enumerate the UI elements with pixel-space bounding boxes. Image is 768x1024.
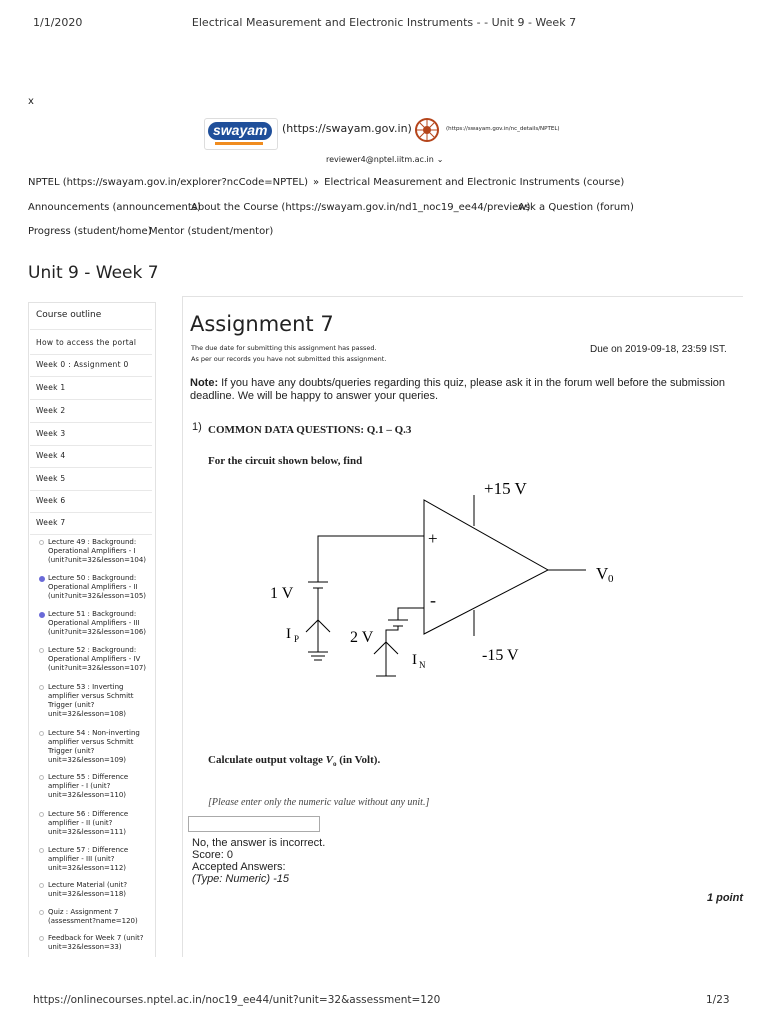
answer-instruction: [Please enter only the numeric value without any unit.] <box>208 797 430 808</box>
points-label: 1 point <box>706 892 743 904</box>
vout-label: V <box>596 564 609 583</box>
sidebar-lesson-link[interactable]: Lecture 54 : Non-inverting amplifier versus Schmitt Trigger (unit? unit=32&lesson=109) <box>48 729 140 764</box>
nav-about[interactable]: About the Course (https://swayam.gov.in/nd1_noc19_ee44/preview) <box>191 202 531 213</box>
sidebar-item-label: Week 3 <box>36 429 66 438</box>
close-icon[interactable]: x <box>28 96 34 107</box>
sidebar-item-label: Week 2 <box>36 406 66 415</box>
due-date: Due on 2019-09-18, 23:59 IST. <box>590 344 727 355</box>
answer-input[interactable] <box>188 816 320 832</box>
nav-mentor[interactable]: Mentor (student/mentor) <box>149 226 274 237</box>
swayam-logo-text: swayam <box>213 122 268 138</box>
sidebar-item[interactable] <box>30 474 152 491</box>
in-subscript: N <box>419 660 426 670</box>
sidebar-lesson-link[interactable]: Lecture 55 : Difference amplifier - I (unit? unit=32&lesson=110) <box>48 773 129 799</box>
minus-terminal: - <box>430 590 436 610</box>
plus-terminal: + <box>428 529 438 548</box>
accepted-label: Accepted Answers: <box>192 861 286 873</box>
sidebar-item[interactable] <box>30 360 152 377</box>
assignment-title: Assignment 7 <box>190 312 334 336</box>
vout-subscript: 0 <box>608 573 614 585</box>
score-text: Score: 0 <box>192 849 233 861</box>
nav-progress[interactable]: Progress (student/home) <box>28 226 152 237</box>
in-label: I <box>412 652 417 668</box>
ip-label: I <box>286 626 291 642</box>
lesson-status-icon <box>39 685 44 690</box>
lesson-status-icon <box>39 936 44 941</box>
lesson-status-icon <box>39 612 45 618</box>
print-footer-url: https://onlinecourses.nptel.ac.in/noc19_ee44/unit?unit=32&assessment=120 <box>33 994 441 1006</box>
sidebar-lesson-link[interactable]: Lecture Material (unit? unit=32&lesson=118) <box>48 881 128 898</box>
sidebar-heading: Course outline <box>36 310 102 320</box>
user-email: reviewer4@nptel.iitm.ac.in <box>326 155 434 164</box>
sidebar-item[interactable] <box>30 406 152 423</box>
lesson-status-icon <box>39 848 44 853</box>
sidebar-item-label: Week 5 <box>36 474 66 483</box>
sidebar-item[interactable] <box>30 383 152 400</box>
sidebar-item-label: Week 6 <box>36 496 66 505</box>
question-number: 1) <box>192 421 202 433</box>
swayam-link[interactable]: (https://swayam.gov.in) <box>282 122 412 135</box>
result-text: No, the answer is incorrect. <box>192 837 326 849</box>
sidebar-item-label: How to access the portal <box>36 338 137 347</box>
ip-subscript: P <box>294 634 300 644</box>
breadcrumb-course[interactable]: Electrical Measurement and Electronic Instruments (course) <box>324 177 625 188</box>
lesson-status-icon <box>39 648 44 653</box>
nptel-logo[interactable] <box>414 117 440 143</box>
sidebar-item[interactable] <box>30 338 152 355</box>
print-title: Electrical Measurement and Electronic Instruments - - Unit 9 - Week 7 <box>191 16 577 29</box>
note-label: Note: <box>190 377 219 389</box>
sidebar-lesson-link[interactable]: Quiz : Assignment 7 (assessment?name=120) <box>48 908 138 925</box>
print-footer-page: 1/23 <box>706 994 730 1006</box>
lesson-status-icon <box>39 883 44 888</box>
vminus-label: -15 V <box>482 647 519 664</box>
nav-announcements[interactable]: Announcements (announcements) <box>28 202 201 213</box>
sidebar-item-label: Week 0 : Assignment 0 <box>36 360 129 369</box>
lesson-status-icon <box>39 775 44 780</box>
print-date: 1/1/2020 <box>33 16 83 29</box>
sidebar-lesson-link[interactable]: Lecture 51 : Background: Operational Amplifiers - III (unit?unit=32&lesson=106) <box>48 610 147 636</box>
lesson-status-icon <box>39 731 44 736</box>
note-text: If you have any doubts/queries regarding this quiz, please ask it in the forum well before the submission deadline. We will be happy to answer your queries. <box>190 377 726 402</box>
sidebar-lesson-link[interactable]: Lecture 56 : Difference amplifier - II (unit? unit=32&lesson=111) <box>48 810 129 836</box>
lesson-status-icon <box>39 910 44 915</box>
common-data-heading: COMMON DATA QUESTIONS: Q.1 – Q.3 <box>208 424 412 436</box>
swayam-logo[interactable] <box>204 118 278 150</box>
sidebar-lesson-link[interactable]: Lecture 52 : Background: Operational Amplifiers - IV (unit?unit=32&lesson=107) <box>48 646 147 672</box>
lesson-status-icon <box>39 540 44 545</box>
sidebar-lesson-link[interactable]: Lecture 53 : Inverting amplifier versus Schmitt Trigger (unit? unit=32&lesson=108) <box>48 683 134 718</box>
sidebar-item-label: Week 4 <box>36 451 66 460</box>
accepted-answer: (Type: Numeric) -15 <box>192 873 289 885</box>
nptel-link[interactable]: (https://swayam.gov.in/nc_details/NPTEL) <box>446 126 560 132</box>
sidebar-lesson-link[interactable]: Lecture 57 : Difference amplifier - III (unit? unit=32&lesson=112) <box>48 846 129 872</box>
source-2v-label: 2 V <box>350 629 374 646</box>
sidebar-lesson-link[interactable]: Lecture 49 : Background: Operational Amplifiers - I (unit?unit=32&lesson=104) <box>48 538 147 564</box>
vplus-label: +15 V <box>484 479 527 498</box>
sidebar-item[interactable] <box>30 451 152 468</box>
sidebar-item[interactable] <box>30 429 152 446</box>
lesson-status-icon <box>39 812 44 817</box>
records-note: As per our records you have not submitted this assignment. <box>191 355 387 363</box>
calc-prompt: Calculate output voltage $V_o$ (in Volt). <box>208 754 381 769</box>
circuit-diagram <box>250 470 630 700</box>
nav-ask-question[interactable]: Ask a Question (forum) <box>518 202 634 213</box>
passed-note: The due date for submitting this assignment has passed. <box>191 344 377 352</box>
source-1v-label: 1 V <box>270 585 294 602</box>
sidebar-lesson-link[interactable]: Lecture 50 : Background: Operational Amplifiers - II (unit?unit=32&lesson=105) <box>48 574 147 600</box>
sidebar-item[interactable] <box>30 518 152 535</box>
sidebar-lesson-link[interactable]: Feedback for Week 7 (unit? unit=32&lesson=33) <box>48 934 144 951</box>
breadcrumb <box>28 177 624 188</box>
breadcrumb-root[interactable]: NPTEL (https://swayam.gov.in/explorer?ncCode=NPTEL) <box>28 177 309 188</box>
page-title: Unit 9 - Week 7 <box>28 263 159 283</box>
answer-result <box>192 837 325 885</box>
lesson-status-icon <box>39 576 45 582</box>
breadcrumb-separator: » <box>313 177 320 188</box>
sidebar-item-label: Week 7 <box>36 518 66 527</box>
sidebar-item-label: Week 1 <box>36 383 66 392</box>
chevron-down-icon: ⌄ <box>436 155 444 164</box>
sidebar-item[interactable] <box>30 496 152 513</box>
assignment-note <box>190 377 735 403</box>
user-menu[interactable] <box>326 155 444 164</box>
question-prompt: For the circuit shown below, find <box>208 455 363 467</box>
